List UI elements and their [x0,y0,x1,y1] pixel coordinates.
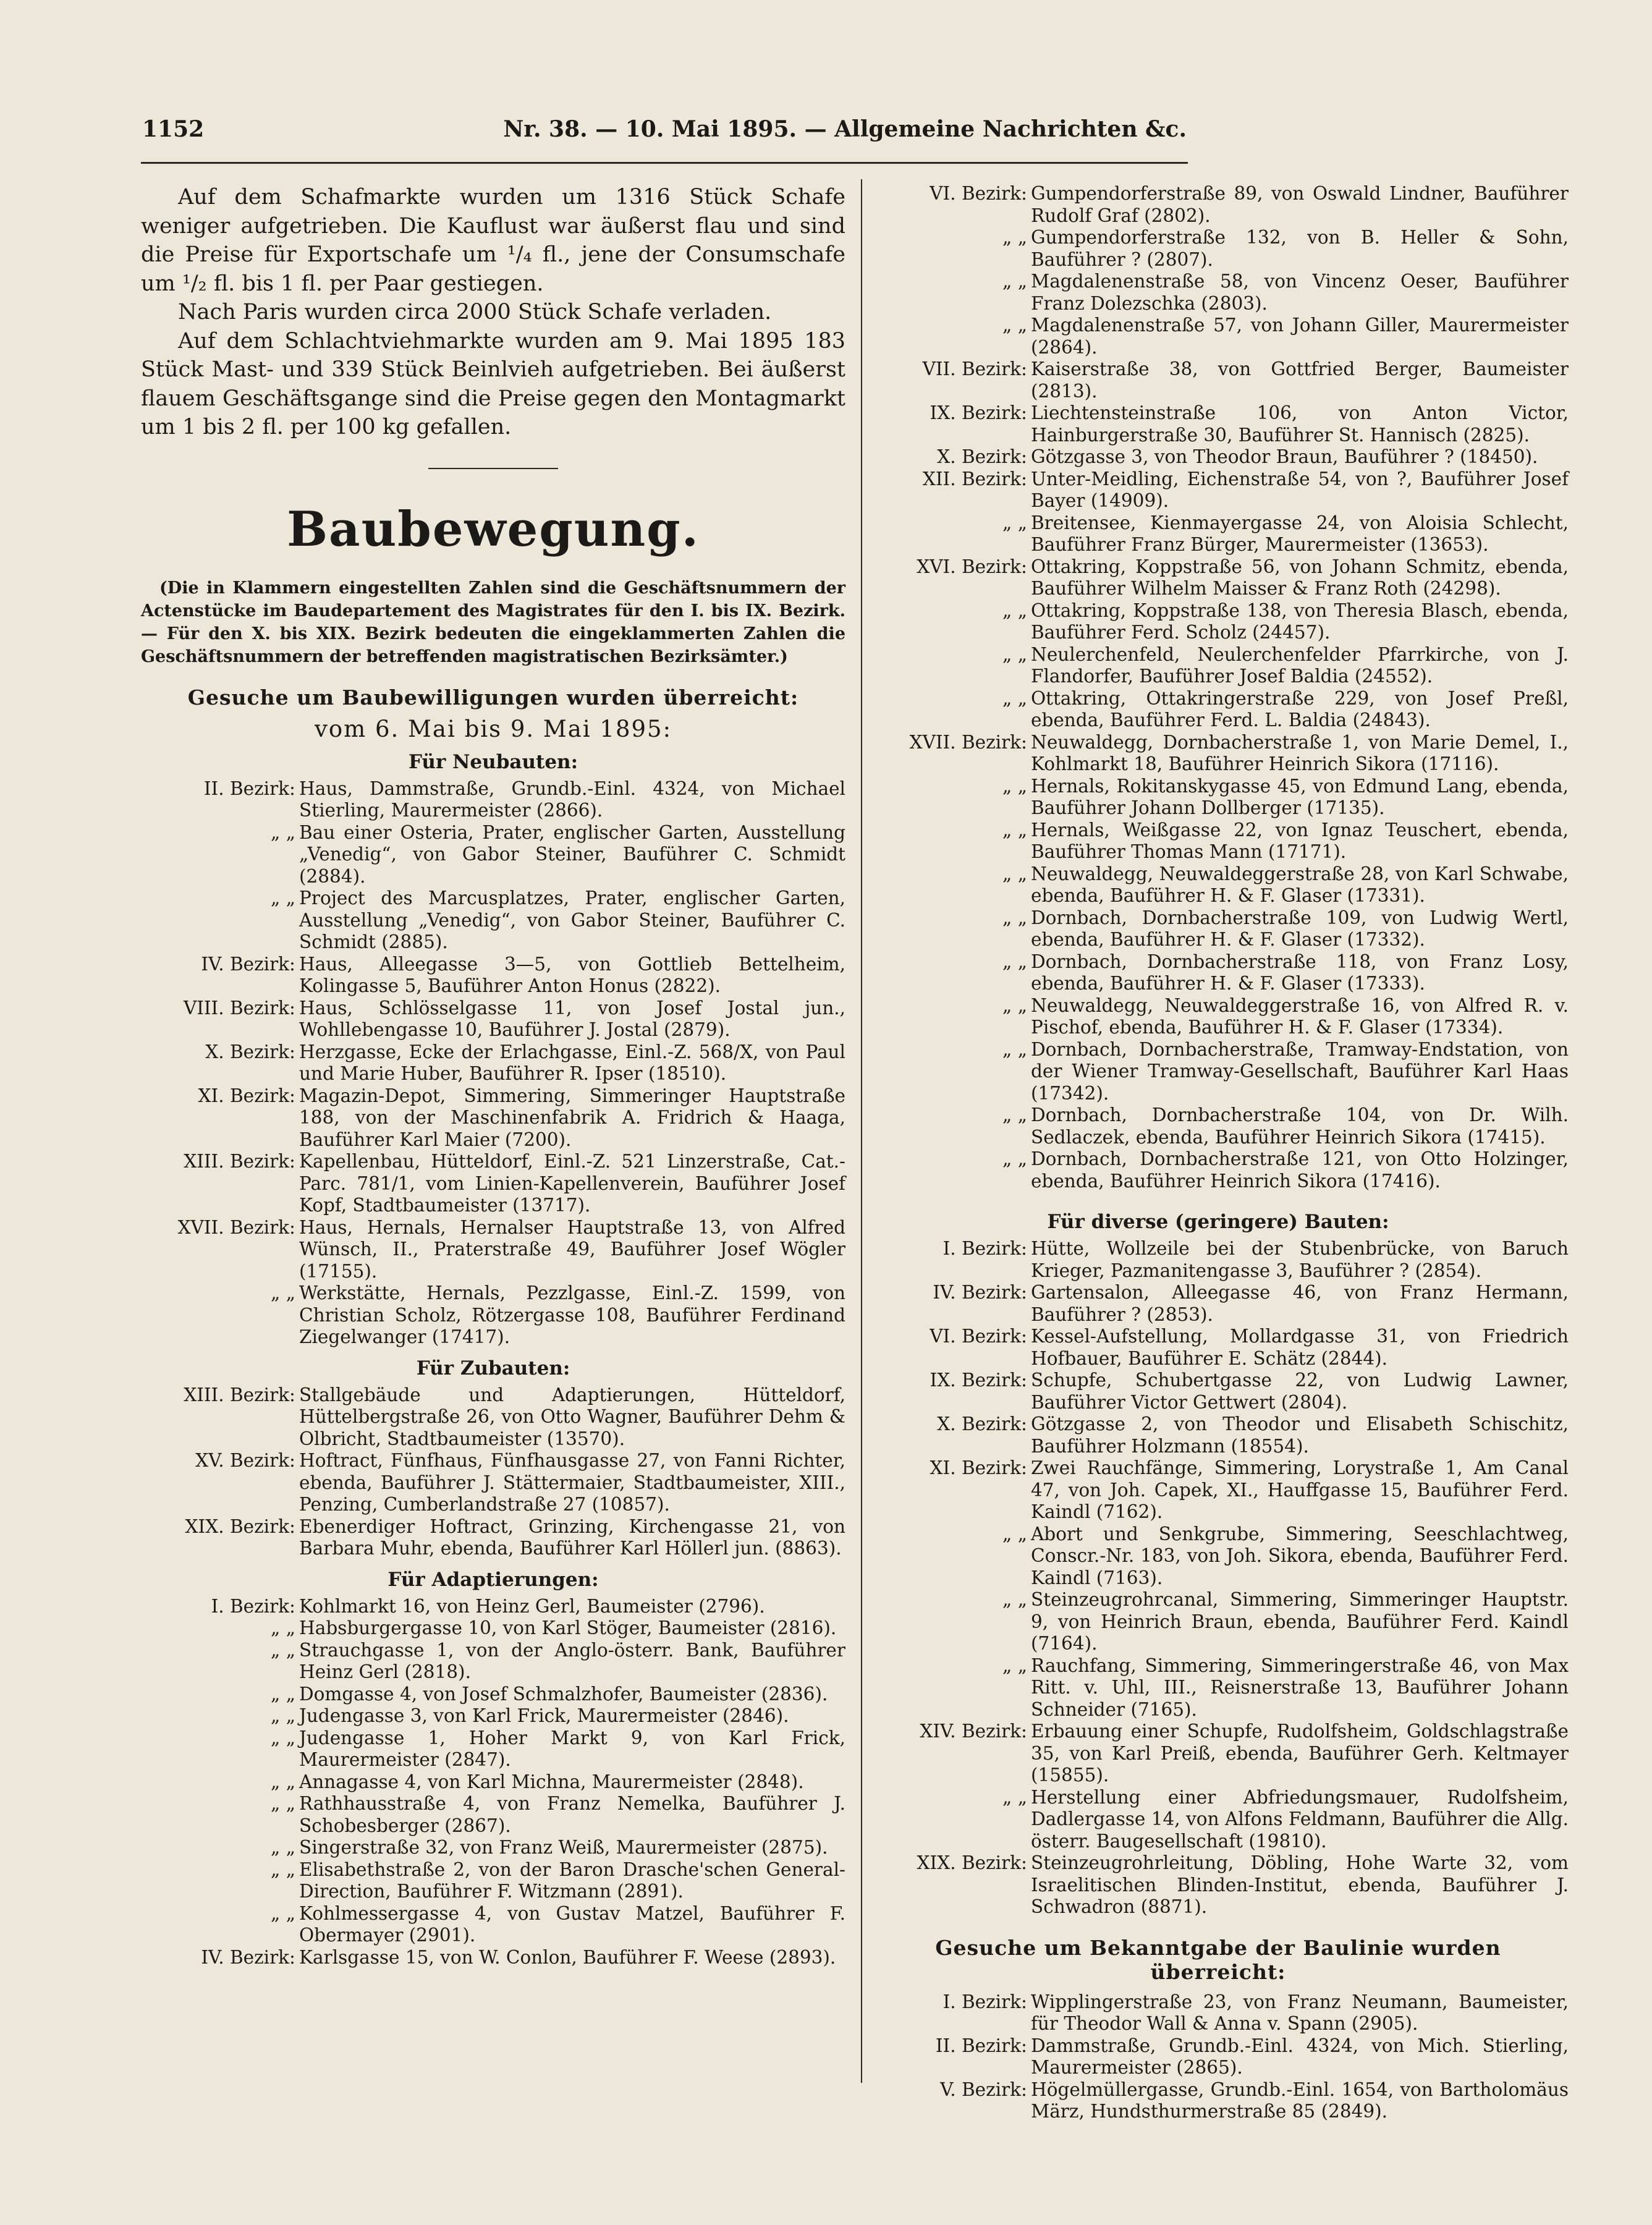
entry-text: Wipplingerstraße 23, von Franz Neumann, Baumeister, für Theodor Wall & Anna v. Spann (2905). [1031,1991,1569,2034]
list-item [141,1684,845,1706]
list-neubauten [141,778,845,1349]
list-item [141,1771,845,1794]
district-label: „ „ [271,1683,295,1705]
list-item [868,1148,1569,1192]
district-label: „ „ [1002,863,1027,884]
list-item [141,1947,845,1969]
list-item [868,951,1569,995]
district-label: „ „ [1002,819,1027,841]
district-label: VII. Bezirk: [922,358,1027,379]
entry-text: Rathhausstraße 4, von Franz Nemelka, Bauführer J. Schobesberger (2867). [299,1793,845,1836]
entry-text: Singerstraße 32, von Franz Weiß, Maurermeister (2875). [299,1837,828,1858]
list-item [141,1859,845,1903]
list-item [141,1705,845,1727]
list-item [868,183,1569,227]
list-item [141,778,845,822]
list-item [868,556,1569,600]
entry-text: Neuwaldegg, Dornbacherstraße 1, von Marie Demel, I., Kohlmarkt 18, Bauführer Heinrich Sikora (17116). [1031,731,1569,774]
entry-text: Ottakring, Koppstraße 56, von Johann Schmitz, ebenda, Bauführer Wilhelm Maisser & Franz Roth (24298). [1031,556,1569,599]
district-label: XIII. Bezirk: [184,1384,295,1405]
list-item [868,1524,1569,1590]
entry-text: Unter-Meidling, Eichenstraße 54, von ?, Bauführer Josef Bayer (14909). [1031,468,1569,511]
district-label: XV. Bezirk: [195,1450,295,1471]
district-label: „ „ [271,1282,295,1303]
entry-text: Haus, Dammstraße, Grundb.-Einl. 4324, von Michael Stierling, Maurermeister (2866). [299,778,845,821]
district-label: I. Bezirk: [942,1991,1027,2012]
district-label: „ „ [1002,1589,1027,1610]
district-label: XIX. Bezirk: [917,1852,1027,1873]
entry-text: Kessel-Aufstellung, Mollardgasse 31, von Friedrich Hofbauer, Bauführer E. Schätz (2844). [1031,1326,1569,1369]
district-label: IX. Bezirk: [930,1370,1027,1391]
district-label: „ „ [1002,775,1027,797]
list-item [868,315,1569,358]
list-item [868,863,1569,907]
entry-text: Dornbach, Dornbacherstraße 118, von Franz Losy, ebenda, Bauführer H. & F. Glaser (17333). [1031,951,1569,994]
district-label: „ „ [271,1617,295,1638]
list-item [868,227,1569,271]
list-item [141,1640,845,1684]
list-item [868,1721,1569,1787]
district-label: „ „ [1002,643,1027,665]
permits-heading: Gesuche um Baubewilligungen wurden überreicht: [187,685,799,710]
entry-text: Breitensee, Kienmayergasse 24, von Aloisia Schlecht, Bauführer Franz Bürger, Maurermeister (13653). [1031,512,1569,555]
entry-text: Habsburgergasse 10, von Karl Stöger, Baumeister (2816). [299,1617,837,1638]
entry-text: Project des Marcusplatzes, Prater, englischer Garten, Ausstellung „Venedig“, von Gabor Steiner, Bauführer C. Schmidt (2885). [299,888,845,952]
entry-text: Ebenerdiger Hoftract, Grinzing, Kirchengasse 21, von Barbara Muhr, ebenda, Bauführer Karl Höllerl jun. (8863). [299,1515,845,1559]
entry-text: Haus, Schlösselgasse 11, von Josef Jostal jun., Wohllebengasse 10, Bauführer J. Jostal (2879). [299,997,845,1040]
list-item [868,1457,1569,1524]
district-label: VI. Bezirk: [930,183,1027,204]
list-baulinie [868,1991,1569,2123]
list-item [141,1516,845,1560]
district-label: XIX. Bezirk: [185,1515,295,1537]
list-item [868,1991,1569,2035]
district-label: VIII. Bezirk: [183,997,295,1019]
list-item [868,1039,1569,1105]
list-adaptierungen-continued [868,183,1569,1192]
district-label: „ „ [271,1858,295,1880]
entry-text: Ottakring, Koppstraße 138, von Theresia Blasch, ebenda, Bauführer Ferd. Scholz (24457). [1031,600,1569,643]
district-label: „ „ [1002,227,1027,248]
district-label: „ „ [1002,1148,1027,1169]
entry-text: Gumpendorferstraße 89, von Oswald Lindner, Bauführer Rudolf Graf (2802). [1031,183,1569,226]
entry-text: Dornbach, Dornbacherstraße 121, von Otto Holzinger, ebenda, Bauführer Heinrich Sikora (17416). [1031,1148,1569,1192]
district-label: „ „ [1002,994,1027,1016]
list-item [868,732,1569,776]
entry-text: Neuwaldegg, Neuwaldeggerstraße 16, von Alfred R. v. Pischof, ebenda, Bauführer H. & F. Glaser (17334). [1031,994,1569,1038]
list-item [868,995,1569,1039]
entry-text: Dornbach, Dornbacherstraße 109, von Ludwig Wertl, ebenda, Bauführer H. & F. Glaser (17332). [1031,907,1569,950]
entry-text: Haus, Hernals, Hernalser Hauptstraße 13, von Alfred Wünsch, II., Praterstraße 49, Bauführer Josef Wögler (17155). [299,1216,845,1282]
list-item [141,1217,845,1283]
district-label: X. Bezirk: [937,446,1027,467]
entry-text: Domgasse 4, von Josef Schmalzhofer, Baumeister (2836). [299,1683,828,1705]
entry-text: Hernals, Rokitanskygasse 45, von Edmund Lang, ebenda, Bauführer Johann Dollberger (17135). [1031,775,1569,818]
district-label: X. Bezirk: [205,1041,295,1062]
list-item [868,600,1569,644]
entry-text: Bau einer Osteria, Prater, englischer Garten, Ausstellung „Venedig“, von Gabor Steiner, Bauführer C. Schmidt (2884). [299,821,845,887]
entry-text: Götzgasse 2, von Theodor und Elisabeth Schischitz, Bauführer Holzmann (18554). [1031,1413,1569,1457]
entry-text: Annagasse 4, von Karl Michna, Maurermeister (2848). [299,1771,804,1792]
district-label: VI. Bezirk: [930,1326,1027,1347]
list-item [141,998,845,1041]
district-label: „ „ [1002,600,1027,621]
list-item [868,358,1569,402]
page-number: 1152 [142,116,205,142]
district-label: XVII. Bezirk: [909,731,1027,753]
entry-text: Herstellung einer Abfriedungsmauer, Rudolfsheim, Dadlergasse 14, von Alfons Feldmann, Bauführer die Allg. österr. Baugesellschaft (19810). [1031,1786,1569,1852]
district-label: „ „ [1002,951,1027,972]
baulinie-heading: Gesuche um Bekanntgabe der Baulinie wurden überreicht: [935,1935,1501,1984]
district-label: „ „ [1002,1786,1027,1808]
list-item [141,1085,845,1151]
entry-text: Rauchfang, Simmering, Simmeringerstraße 46, von Max Ritt. v. Uhl, III., Reisnerstraße 13, Bauführer Johann Schneider (7165). [1031,1655,1569,1720]
district-label: IX. Bezirk: [930,402,1027,423]
district-label: „ „ [271,1793,295,1814]
list-item [141,822,845,888]
entry-text: Erbauung einer Schupfe, Rudolfsheim, Goldschlagstraße 35, von Karl Preiß, ebenda, Bauführer Gerh. Keltmayer (15855). [1031,1721,1569,1786]
list-item [868,688,1569,732]
list-item [141,1384,845,1451]
list-item [141,1903,845,1947]
right-column [868,183,1569,2123]
list-item [141,888,845,954]
entry-text: Kohlmessergasse 4, von Gustav Matzel, Bauführer F. Obermayer (2901). [299,1902,845,1946]
entry-text: Gartensalon, Alleegasse 46, von Franz Hermann, Bauführer ? (2853). [1031,1282,1569,1325]
entry-text: Neuwaldegg, Neuwaldeggerstraße 28, von Karl Schwabe, ebenda, Bauführer H. & F. Glaser (17331). [1031,863,1569,906]
entry-text: Magdalenenstraße 57, von Johann Giller, Maurermeister (2864). [1031,315,1569,358]
entry-text: Schupfe, Schubertgasse 22, von Ludwig Lawner, Bauführer Victor Gettwert (2804). [1031,1370,1569,1413]
entry-text: Liechtensteinstraße 106, von Anton Victor, Hainburgerstraße 30, Bauführer St. Hannisch (2825). [1031,402,1569,446]
entry-text: Neulerchenfeld, Neulerchenfelder Pfarrkirche, von J. Flandorfer, Bauführer Josef Baldia (24552). [1031,643,1569,687]
district-label: IV. Bezirk: [933,1282,1027,1303]
list-item [868,512,1569,556]
section-title: Baubewegung. [287,501,700,557]
list-item [868,820,1569,863]
entry-text: Magdalenenstraße 58, von Vincenz Oeser, Bauführer Franz Dolezschka (2803). [1031,271,1569,314]
district-label: „ „ [271,821,295,843]
left-column [141,183,845,1969]
list-item [868,1282,1569,1326]
district-label: II. Bezirk: [935,2035,1027,2056]
entry-text: Dornbach, Dornbacherstraße 104, von Dr. Wilh. Sedlaczek, ebenda, Bauführer Heinrich Sikora (17415). [1031,1104,1569,1148]
list-item [141,1793,845,1837]
entry-text: Judengasse 1, Hoher Markt 9, von Karl Frick, Maurermeister (2847). [299,1727,845,1770]
list-item [141,1596,845,1618]
district-label: „ „ [271,1902,295,1924]
district-label: XI. Bezirk: [930,1457,1027,1478]
district-label: XVII. Bezirk: [177,1216,295,1238]
list-item [141,1450,845,1516]
market-paragraph: Nach Paris wurden circa 2000 Stück Schafe verladen. [178,300,772,324]
district-label: X. Bezirk: [937,1413,1027,1435]
district-label: „ „ [1002,907,1027,928]
section-separator [428,468,558,469]
district-label: „ „ [1002,512,1027,533]
district-label: „ „ [271,1837,295,1858]
entry-text: Elisabethstraße 2, von der Baron Drasche'schen General-Direction, Bauführer F. Witzmann (2891). [299,1858,845,1902]
district-label: „ „ [271,1705,295,1726]
entry-text: Steinzeugrohrleitung, Döbling, Hohe Warte 32, vom Israelitischen Blinden-Institut, ebenda, Bauführer J. Schwadron (8871). [1031,1852,1569,1917]
list-item [868,1104,1569,1148]
district-label: XIV. Bezirk: [920,1721,1027,1742]
list-item [868,1589,1569,1655]
entry-text: Hoftract, Fünfhaus, Fünfhausgasse 27, von Fanni Richter, ebenda, Bauführer J. Stättermaier, Stadtbaumeister, XIII., Penzing, Cumberlandstraße 27 (10857). [299,1450,845,1515]
list-item [868,1852,1569,1918]
district-label: „ „ [271,888,295,909]
list-item [868,2079,1569,2123]
entry-text: Steinzeugrohrcanal, Simmering, Simmeringer Hauptstr. 9, von Heinrich Braun, ebenda, Bauführer Ferd. Kaindl (7164). [1031,1589,1569,1654]
market-paragraph: Auf dem Schafmarkte wurden um 1316 Stück Schafe weniger aufgetrieben. Die Kauflust war äußerst flau und sind die Preise für Exportschafe um ¹/₄ fl., jene der Consumschafe um ¹/₂ fl. bis 1 fl. per Paar gestiegen. [141,185,845,296]
entry-text: Dammstraße, Grundb.-Einl. 4324, von Mich. Stierling, Maurermeister (2865). [1031,2035,1569,2078]
entry-text: Karlsgasse 15, von W. Conlon, Bauführer F. Weese (2893). [299,1946,836,1968]
entry-text: Judengasse 3, von Karl Frick, Maurermeister (2846). [299,1705,789,1726]
entry-text: Gumpendorferstraße 132, von B. Heller & Sohn, Bauführer ? (2807). [1031,227,1569,270]
market-paragraph: Auf dem Schlachtviehmarkte wurden am 9. Mai 1895 183 Stück Mast- und 339 Stück Beinlvieh aufgetrieben. Bei äußerst flauem Geschäftsgange sind die Preise gegen den Montagmarkt um 1 bis 2 fl. per 100 kg gefallen. [141,328,845,439]
district-label: „ „ [1002,1104,1027,1125]
entry-text: Dornbach, Dornbacherstraße, Tramway-Endstation, von der Wiener Tramway-Gesellschaft, Bauführer Karl Haas (17342). [1031,1038,1569,1104]
district-label: „ „ [1002,315,1027,336]
district-label: II. Bezirk: [203,778,295,799]
entry-text: Strauchgasse 1, von der Anglo-österr. Bank, Bauführer Heinz Gerl (2818). [299,1639,845,1682]
entry-text: Högelmüllergasse, Grundb.-Einl. 1654, von Bartholomäus März, Hundsthurmerstraße 85 (2849). [1031,2079,1569,2122]
district-label: I. Bezirk: [942,1238,1027,1259]
list-item [868,446,1569,468]
category-title-neubauten: Für Neubauten: [408,750,578,773]
list-item [141,1151,845,1217]
category-title-zubauten: Für Zubauten: [416,1357,570,1380]
list-item [868,1655,1569,1721]
entry-text: Stallgebäude und Adaptierungen, Hütteldorf, Hüttelbergstraße 26, von Otto Wagner, Bauführer Dehm & Olbricht, Stadtbaumeister (13570). [299,1384,845,1449]
list-item [868,644,1569,688]
list-item [141,1617,845,1640]
column-divider [861,179,862,2083]
permits-dates: vom 6. Mai bis 9. Mai 1895: [314,715,672,742]
entry-text: Kaiserstraße 38, von Gottfried Berger, Baumeister (2813). [1031,358,1569,402]
list-item [868,1326,1569,1370]
entry-text: Götzgasse 3, von Theodor Braun, Bauführer ? (18450). [1031,446,1538,467]
header-rule [141,162,1188,164]
list-item [141,1282,845,1349]
list-item [868,402,1569,446]
district-label: IV. Bezirk: [201,1946,295,1968]
district-label: „ „ [1002,271,1027,292]
entry-text: Magazin-Depot, Simmering, Simmeringer Hauptstraße 188, von der Maschinenfabrik A. Fridrich & Haaga, Bauführer Karl Maier (7200). [299,1085,845,1150]
entry-text: Hernals, Weißgasse 22, von Ignaz Teuschert, ebenda, Bauführer Thomas Mann (17171). [1031,819,1569,862]
district-label: XII. Bezirk: [922,468,1027,490]
entry-text: Ottakring, Ottakringerstraße 229, von Josef Preßl, ebenda, Bauführer Ferd. L. Baldia (24843). [1031,687,1569,731]
entry-text: Zwei Rauchfänge, Simmering, Lorystraße 1, Am Canal 47, von Joh. Capek, XI., Hauffgasse 15, Bauführer Ferd. Kaindl (7162). [1031,1457,1569,1522]
entry-text: Herzgasse, Ecke der Erlachgasse, Einl.-Z. 568/X, von Paul und Marie Huber, Bauführer R. Ipser (18510). [299,1041,845,1084]
district-label: „ „ [1002,1655,1027,1676]
district-label: IV. Bezirk: [201,953,295,975]
list-item [141,954,845,998]
entry-text: Haus, Alleegasse 3—5, von Gottlieb Bettelheim, Kolingasse 5, Bauführer Anton Honus (2822). [299,953,845,996]
district-label: XIII. Bezirk: [184,1151,295,1172]
district-label: „ „ [271,1771,295,1792]
district-label: „ „ [1002,1523,1027,1545]
list-item [868,1413,1569,1457]
running-title: Nr. 38. — 10. Mai 1895. — Allgemeine Nachrichten &c. [503,116,1187,142]
list-item [868,2035,1569,2079]
list-item [141,1727,845,1771]
list-item [868,1787,1569,1853]
section-note: (Die in Klammern eingestellten Zahlen sind die Geschäftsnummern der Actenstücke im Baudepartement des Magistrates für den I. bis IX. Bezirk. — Für den X. bis XIX. Bezirk bedeuten die eingeklammerten Zahlen die Geschäftsnummern der betreffenden magistratischen Bezirksämter.) [141,578,845,666]
district-label: „ „ [271,1727,295,1748]
entry-text: Kohlmarkt 16, von Heinz Gerl, Baumeister (2796). [299,1595,765,1617]
category-title-diverse: Für diverse (geringere) Bauten: [1047,1211,1389,1233]
district-label: „ „ [271,1639,295,1661]
district-label: „ „ [1002,687,1027,709]
list-adaptierungen [141,1596,845,1969]
list-item [868,271,1569,315]
district-label: „ „ [1002,1038,1027,1060]
category-title-adaptierungen: Für Adaptierungen: [388,1568,599,1591]
list-zubauten [141,1384,845,1560]
list-item [868,907,1569,951]
list-diverse [868,1238,1569,1918]
district-label: XI. Bezirk: [198,1085,295,1106]
entry-text: Werkstätte, Hernals, Pezzlgasse, Einl.-Z. 1599, von Christian Scholz, Rötzergasse 108, Bauführer Ferdinand Ziegelwanger (17417). [299,1282,845,1347]
list-item [141,1837,845,1859]
district-label: V. Bezirk: [940,2079,1027,2100]
list-item [868,776,1569,820]
district-label: I. Bezirk: [211,1595,295,1617]
district-label: XVI. Bezirk: [917,556,1027,577]
entry-text: Abort und Senkgrube, Simmering, Seeschlachtweg, Conscr.-Nr. 183, von Joh. Sikora, ebenda, Bauführer Ferd. Kaindl (7163). [1031,1523,1569,1588]
page-header [142,116,1187,153]
list-item [868,468,1569,512]
entry-text: Kapellenbau, Hütteldorf, Einl.-Z. 521 Linzerstraße, Cat.-Parc. 781/1, vom Linien-Kapellenverein, Bauführer Josef Kopf, Stadtbaumeister (13717). [299,1151,845,1216]
list-item [868,1238,1569,1282]
list-item [141,1041,845,1085]
list-item [868,1370,1569,1413]
entry-text: Hütte, Wollzeile bei der Stubenbrücke, von Baruch Krieger, Pazmanitengasse 3, Bauführer ? (2854). [1031,1238,1569,1281]
